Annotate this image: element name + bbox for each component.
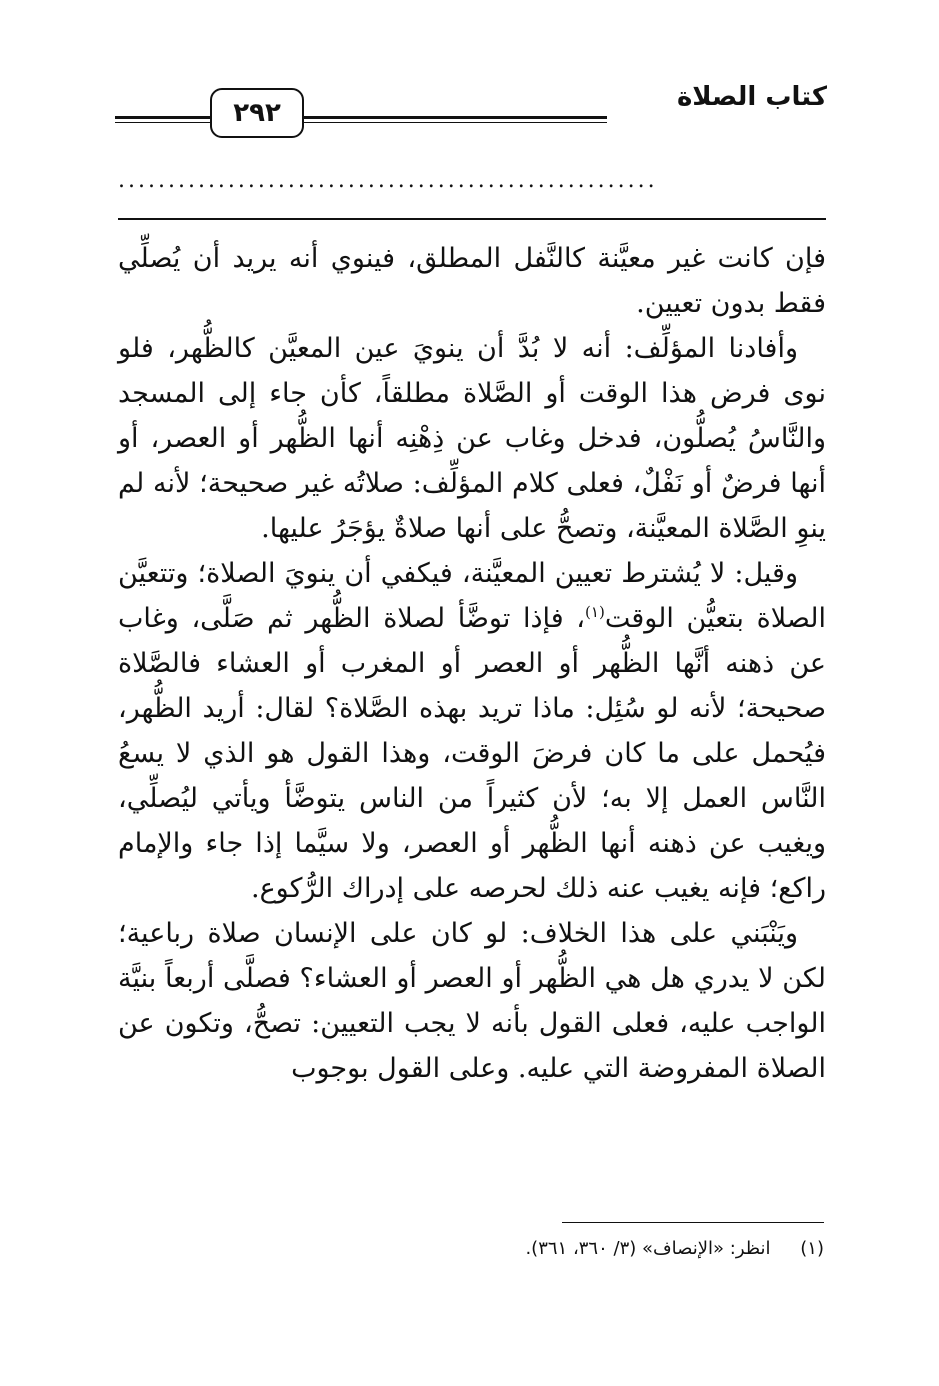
header-double-rule — [300, 116, 607, 123]
footnote — [124, 1234, 824, 1264]
paragraph-text: وقيل: لا يُشترط تعيين المعيَّنة، فيكفي أن ينويَ الصلاة؛ وتتعيَّن الصلاة بتعيُّن الوقت — [118, 558, 826, 634]
paragraph: فإن كانت غير معيَّنة كالنَّفل المطلق، فينوي أنه يريد أن يُصلِّي فقط بدون تعيين. — [118, 243, 826, 319]
footnote-rule — [562, 1222, 824, 1223]
separator-rule — [118, 218, 826, 220]
page-number: ٢٩٢ — [210, 88, 304, 138]
paragraph: ويَنْبَني على هذا الخلاف: لو كان على الإنسان صلاة رباعية؛ لكن لا يدري هل هي الظُّهر أو العصر أو العشاء؟ فصلَّى أربعاً بنيَّة الواجب عليه، فعلى القول بأنه لا يجب التعيين: تصحُّ، وتكون عن الصلاة المفروضة التي عليه. وعلى القول بوجوب — [118, 918, 826, 1084]
paragraph — [118, 551, 826, 911]
paragraph: وأفادنا المؤلِّف: أنه لا بُدَّ أن ينويَ عين المعيَّن كالظُّهر، فلو نوى فرض هذا الوقت أو الصَّلاة مطلقاً، كأن جاء إلى المسجد والنَّاسُ يُصلُّون، فدخل وغاب عن ذِهْنِه أنها الظُّهر أو العصر، أو أنها فرضٌ أو نَفْلٌ، فعلى كلام المؤلِّف: صلاتُه غير صحيحة؛ لأنه لم ينوِ الصَّلاة المعيَّنة، وتصحُّ على أنها صلاةٌ يؤجَرُ عليها. — [118, 333, 826, 544]
main-text — [118, 236, 826, 1091]
running-title: كتاب الصلاة — [676, 82, 827, 112]
footnote-number: (١) — [800, 1238, 824, 1259]
footnote-text: انظر: «الإنصاف» (٣/ ٣٦٠، ٣٦١). — [525, 1238, 771, 1259]
dotted-separator: ...................................................... — [118, 168, 658, 192]
page-header — [115, 78, 827, 138]
paragraph-text: ، فإذا توضَّأ لصلاة الظُّهر ثم صَلَّى، وغاب عن ذهنه أنَّها الظُّهر أو العصر أو المغرب أو العشاء فالصَّلاة صحيحة؛ لأنه لو سُئِل: ماذا تريد بهذه الصَّلاة؟ لقال: أريد الظُّهر، فيُحمل على ما كان فرضَ الوقت، وهذا القول هو الذي لا يسعُ النَّاس العمل إلا به؛ لأن كثيراً من الناس يتوضَّأ ويأتي ليُصلِّي، ويغيب عن ذهنه أنها الظُّهر أو العصر، ولا سيَّما إذا جاء والإمام راكع؛ فإنه يغيب عنه ذلك لحرصه على إدراك الرُّكوع. — [118, 603, 826, 904]
footnote-reference[interactable]: (١) — [585, 603, 605, 621]
